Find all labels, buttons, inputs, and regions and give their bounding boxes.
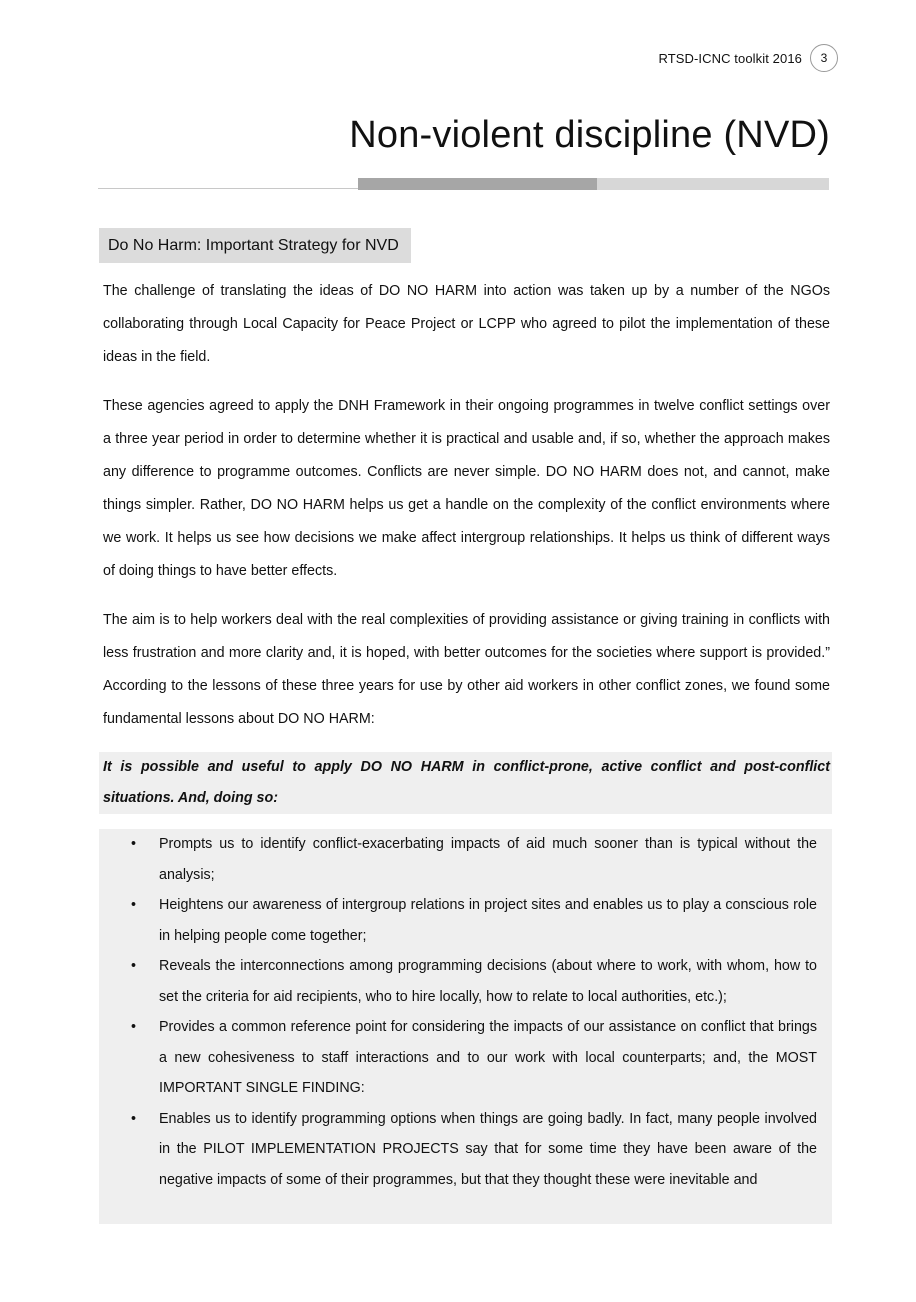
title-underline-bar-light [597,178,829,190]
bullet-icon: • [131,836,137,852]
list-item [99,890,832,951]
list-item-text: Reveals the interconnections among programming decisions (about where to work, with whom, how to set the criteria for aid recipients, who to hire locally, how to relate to local authorities, etc.); [159,958,817,1005]
list-item [99,1012,832,1104]
lessons-list-box [99,829,832,1224]
emphasis-statement: It is possible and useful to apply DO NO HARM in conflict-prone, active conflict and post-conflict situations. And, doing so: [103,759,830,806]
title-underline-bar-dark [358,178,597,190]
section-heading: Do No Harm: Important Strategy for NVD [99,228,411,263]
bullet-icon: • [131,958,137,974]
page-number: 3 [810,44,838,72]
list-item-text: Prompts us to identify conflict-exacerbating impacts of aid much sooner than is typical without the analysis; [159,836,817,883]
list-item-text: Enables us to identify programming options when things are going badly. In fact, many people involved in the PILOT IMPLEMENTATION PROJECTS say that for some time they have been aware of the negative impacts of some of their programmes, but that they thought these were inevitable and [159,1110,817,1188]
list-item-text: Heightens our awareness of intergroup relations in project sites and enables us to play a conscious role in helping people come together; [159,897,817,944]
page-title: Non-violent discipline (NVD) [349,114,830,156]
bullet-icon: • [131,897,137,913]
list-item-text: Provides a common reference point for considering the impacts of our assistance on conflict that brings a new cohesiveness to staff interactions and to our work with local counterparts; and, the MOST IMPORTANT SINGLE FINDING: [159,1019,817,1096]
bullet-icon: • [131,1110,137,1127]
header-doc-title: RTSD-ICNC toolkit 2016 [658,50,802,66]
title-underline-thin [98,188,358,189]
list-item [99,1104,832,1196]
list-item [99,951,832,1012]
paragraph-2: These agencies agreed to apply the DNH Framework in their ongoing programmes in twelve conflict settings over a three year period in order to determine whether it is practical and usable and, if so, whether the approach makes any difference to programme outcomes. Conflicts are never simple. DO NO HARM does not, and cannot, make things simpler. Rather, DO NO HARM helps us get a handle on the complexity of the conflict environments where we work. It helps us see how decisions we make affect intergroup relationships. It helps us think of different ways of doing things to have better effects. [103,398,830,579]
bullet-icon: • [131,1019,137,1035]
page-header [658,44,838,72]
paragraph-3: The aim is to help workers deal with the real complexities of providing assistance or giving training in conflicts with less frustration and more clarity and, it is hoped, with better outcomes for the societies where support is provided.” According to the lessons of these three years for use by other aid workers in other conflict zones, we found some fundamental lessons about DO NO HARM: [103,612,830,727]
paragraph-1: The challenge of translating the ideas of DO NO HARM into action was taken up by a number of the NGOs collaborating through Local Capacity for Peace Project or LCPP who agreed to pilot the implementation of these ideas in the field. [103,283,830,365]
list-item [99,829,832,890]
lessons-list [99,829,832,1195]
